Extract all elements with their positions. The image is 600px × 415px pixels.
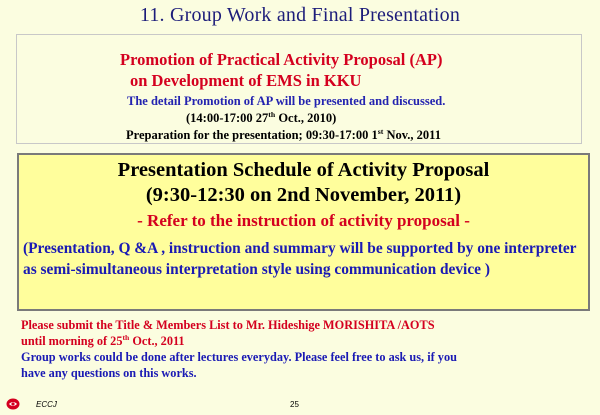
page-number: 25 [290, 400, 299, 409]
promotion-time: (14:00-17:00 27th Oct., 2010) [186, 109, 337, 125]
schedule-refer-note: - Refer to the instruction of activity proposal - [137, 211, 470, 230]
promotion-heading-line1: Promotion of Practical Activity Proposal (AP) [120, 50, 443, 69]
schedule-date: (9:30-12:30 on 2nd November, 2011) [145, 184, 462, 206]
notes-questions-line: have any questions on this works. [21, 366, 197, 380]
promotion-heading-line2: on Development of EMS in KKU [130, 71, 362, 90]
notes-deadline-line: until morning of 25th Oct., 2011 [21, 332, 185, 348]
promotion-box [16, 34, 582, 144]
notes [21, 317, 591, 381]
slide-title: 11. Group Work and Final Presentation [139, 4, 461, 26]
schedule-title: Presentation Schedule of Activity Proposal [117, 159, 490, 181]
footer-org: ECCJ [36, 400, 57, 409]
preparation-time: Preparation for the presentation; 09:30-17:00 1st Nov., 2011 [126, 126, 441, 142]
schedule-box [17, 153, 590, 311]
eccj-logo-icon [6, 398, 20, 410]
promotion-detail: The detail Promotion of AP will be presented and discussed. [127, 94, 446, 108]
notes-submit-line: Please submit the Title & Members List to Mr. Hideshige MORISHITA /AOTS [21, 318, 435, 332]
notes-group-work-line: Group works could be done after lectures everyday. Please feel free to ask us, if you [21, 350, 457, 364]
schedule-body: (Presentation, Q &A , instruction and summary will be supported by one interpreter as semi-simultaneous interpretation style using communication device ) [23, 240, 577, 278]
